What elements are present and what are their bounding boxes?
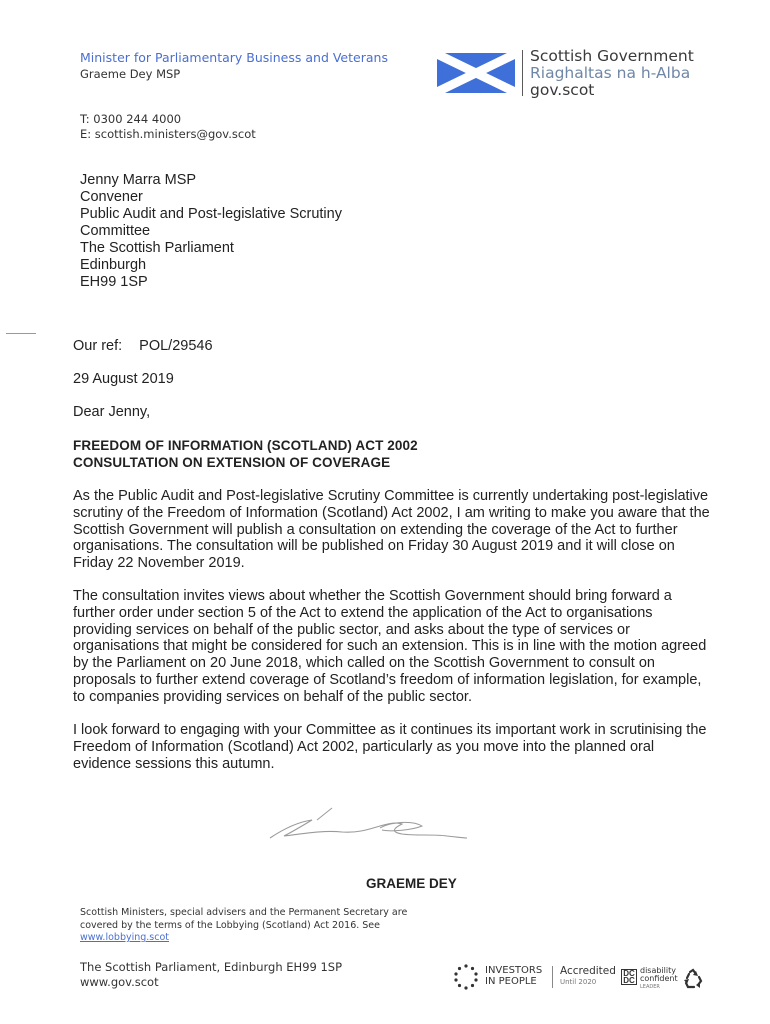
disability-confident-badge bbox=[621, 967, 677, 989]
iip-line-1: INVESTORS bbox=[485, 965, 543, 976]
scottish-government-logo bbox=[530, 48, 694, 99]
address-line: The Scottish Parliament bbox=[80, 240, 234, 256]
reference-line bbox=[73, 338, 213, 354]
body-paragraph-3: I look forward to engaging with your Committee as it continues its important work in scrutinising the Freedom of Information (Scotland) Act 2002, particularly as you move into the planned oral evidence sessions this autumn. bbox=[73, 722, 707, 772]
fold-mark bbox=[6, 333, 36, 334]
footer-address bbox=[80, 960, 342, 990]
reference-label: Our ref: bbox=[73, 338, 123, 354]
disability-confident-text bbox=[640, 967, 678, 991]
letter-subject bbox=[73, 437, 418, 471]
body-paragraph-1: As the Public Audit and Post-legislative Scrutiny Committee is currently undertaking post-legislative scrutiny of the Freedom of Information (Scotland) Act 2002, I am writing to make you aware that the Scottish Government will publish a consultation on extending the coverage of the Act to further organisations. The consultation will be published on Friday 30 August 2019 and it will close on Friday 22 November 2019. bbox=[73, 488, 710, 572]
recipient-address bbox=[80, 172, 342, 291]
letter-date: 29 August 2019 bbox=[73, 371, 174, 387]
address-line: Edinburgh bbox=[80, 257, 147, 273]
address-line: Jenny Marra MSP bbox=[80, 172, 197, 188]
minister-name: Graeme Dey MSP bbox=[80, 67, 181, 81]
email-address[interactable]: E: scottish.ministers@gov.scot bbox=[80, 127, 256, 141]
body-paragraph-2: The consultation invites views about whether the Scottish Government should bring forward a further order under section 5 of the Act to extend the application of the Act to organisations providing services on behalf of the public sector, and asks about the type of services or organisations that might be considered for such an extension. This is in line with the motion agreed by the Parliament on 20 June 2018, which called on the Scottish Government to consult on proposals to further extend coverage of Scotland’s freedom of information legislation, for example, to companies providing services on behalf of the public sector. bbox=[73, 588, 707, 705]
address-line: Convener bbox=[80, 189, 143, 205]
dc-line-3: LEADER bbox=[640, 984, 660, 990]
accreditation-separator bbox=[552, 966, 553, 988]
accredited-label: Accredited bbox=[560, 965, 616, 977]
logo-english-name: Scottish Government bbox=[530, 47, 694, 65]
reference-value: POL/29546 bbox=[139, 338, 213, 354]
disability-confident-icon: DC DC bbox=[621, 969, 637, 985]
saltire-flag-icon bbox=[437, 53, 515, 93]
accredited-until: Until 2020 bbox=[560, 978, 597, 986]
investors-in-people-text bbox=[485, 965, 542, 987]
iip-line-2: IN PEOPLE bbox=[485, 976, 537, 987]
subject-line-1: FREEDOM OF INFORMATION (SCOTLAND) ACT 2002 bbox=[73, 438, 418, 453]
contact-block bbox=[80, 112, 256, 142]
investors-in-people-icon bbox=[452, 963, 480, 991]
lobbying-notice bbox=[80, 907, 460, 945]
address-line: Committee bbox=[80, 223, 151, 239]
minister-title: Minister for Parliamentary Business and Veterans bbox=[80, 50, 388, 65]
recycle-icon bbox=[682, 968, 704, 990]
salutation: Dear Jenny, bbox=[73, 404, 151, 420]
accreditation-badge bbox=[560, 966, 616, 988]
lobbying-line-1: Scottish Ministers, special advisers and the Permanent Secretary are bbox=[80, 907, 408, 918]
logo-separator bbox=[522, 50, 523, 96]
signer-name: GRAEME DEY bbox=[366, 876, 457, 891]
lobbying-line-2: covered by the terms of the Lobbying (Scotland) Act 2016. See bbox=[80, 919, 380, 931]
address-line: Public Audit and Post-legislative Scrutiny bbox=[80, 206, 342, 222]
footer-postal-address: The Scottish Parliament, Edinburgh EH99 1SP bbox=[80, 960, 343, 974]
address-line: EH99 1SP bbox=[80, 274, 148, 290]
footer-website[interactable]: www.gov.scot bbox=[80, 975, 159, 989]
phone-number: T: 0300 244 4000 bbox=[80, 112, 182, 126]
dc-line-1: disability bbox=[640, 966, 676, 975]
subject-line-2: CONSULTATION ON EXTENSION OF COVERAGE bbox=[73, 455, 391, 470]
logo-gaelic-name: Riaghaltas na h-Alba bbox=[530, 64, 691, 82]
dc-line-2: confident bbox=[640, 974, 678, 983]
logo-website: gov.scot bbox=[530, 81, 595, 99]
signature-image bbox=[262, 800, 472, 850]
lobbying-link[interactable]: www.lobbying.scot bbox=[80, 932, 170, 943]
